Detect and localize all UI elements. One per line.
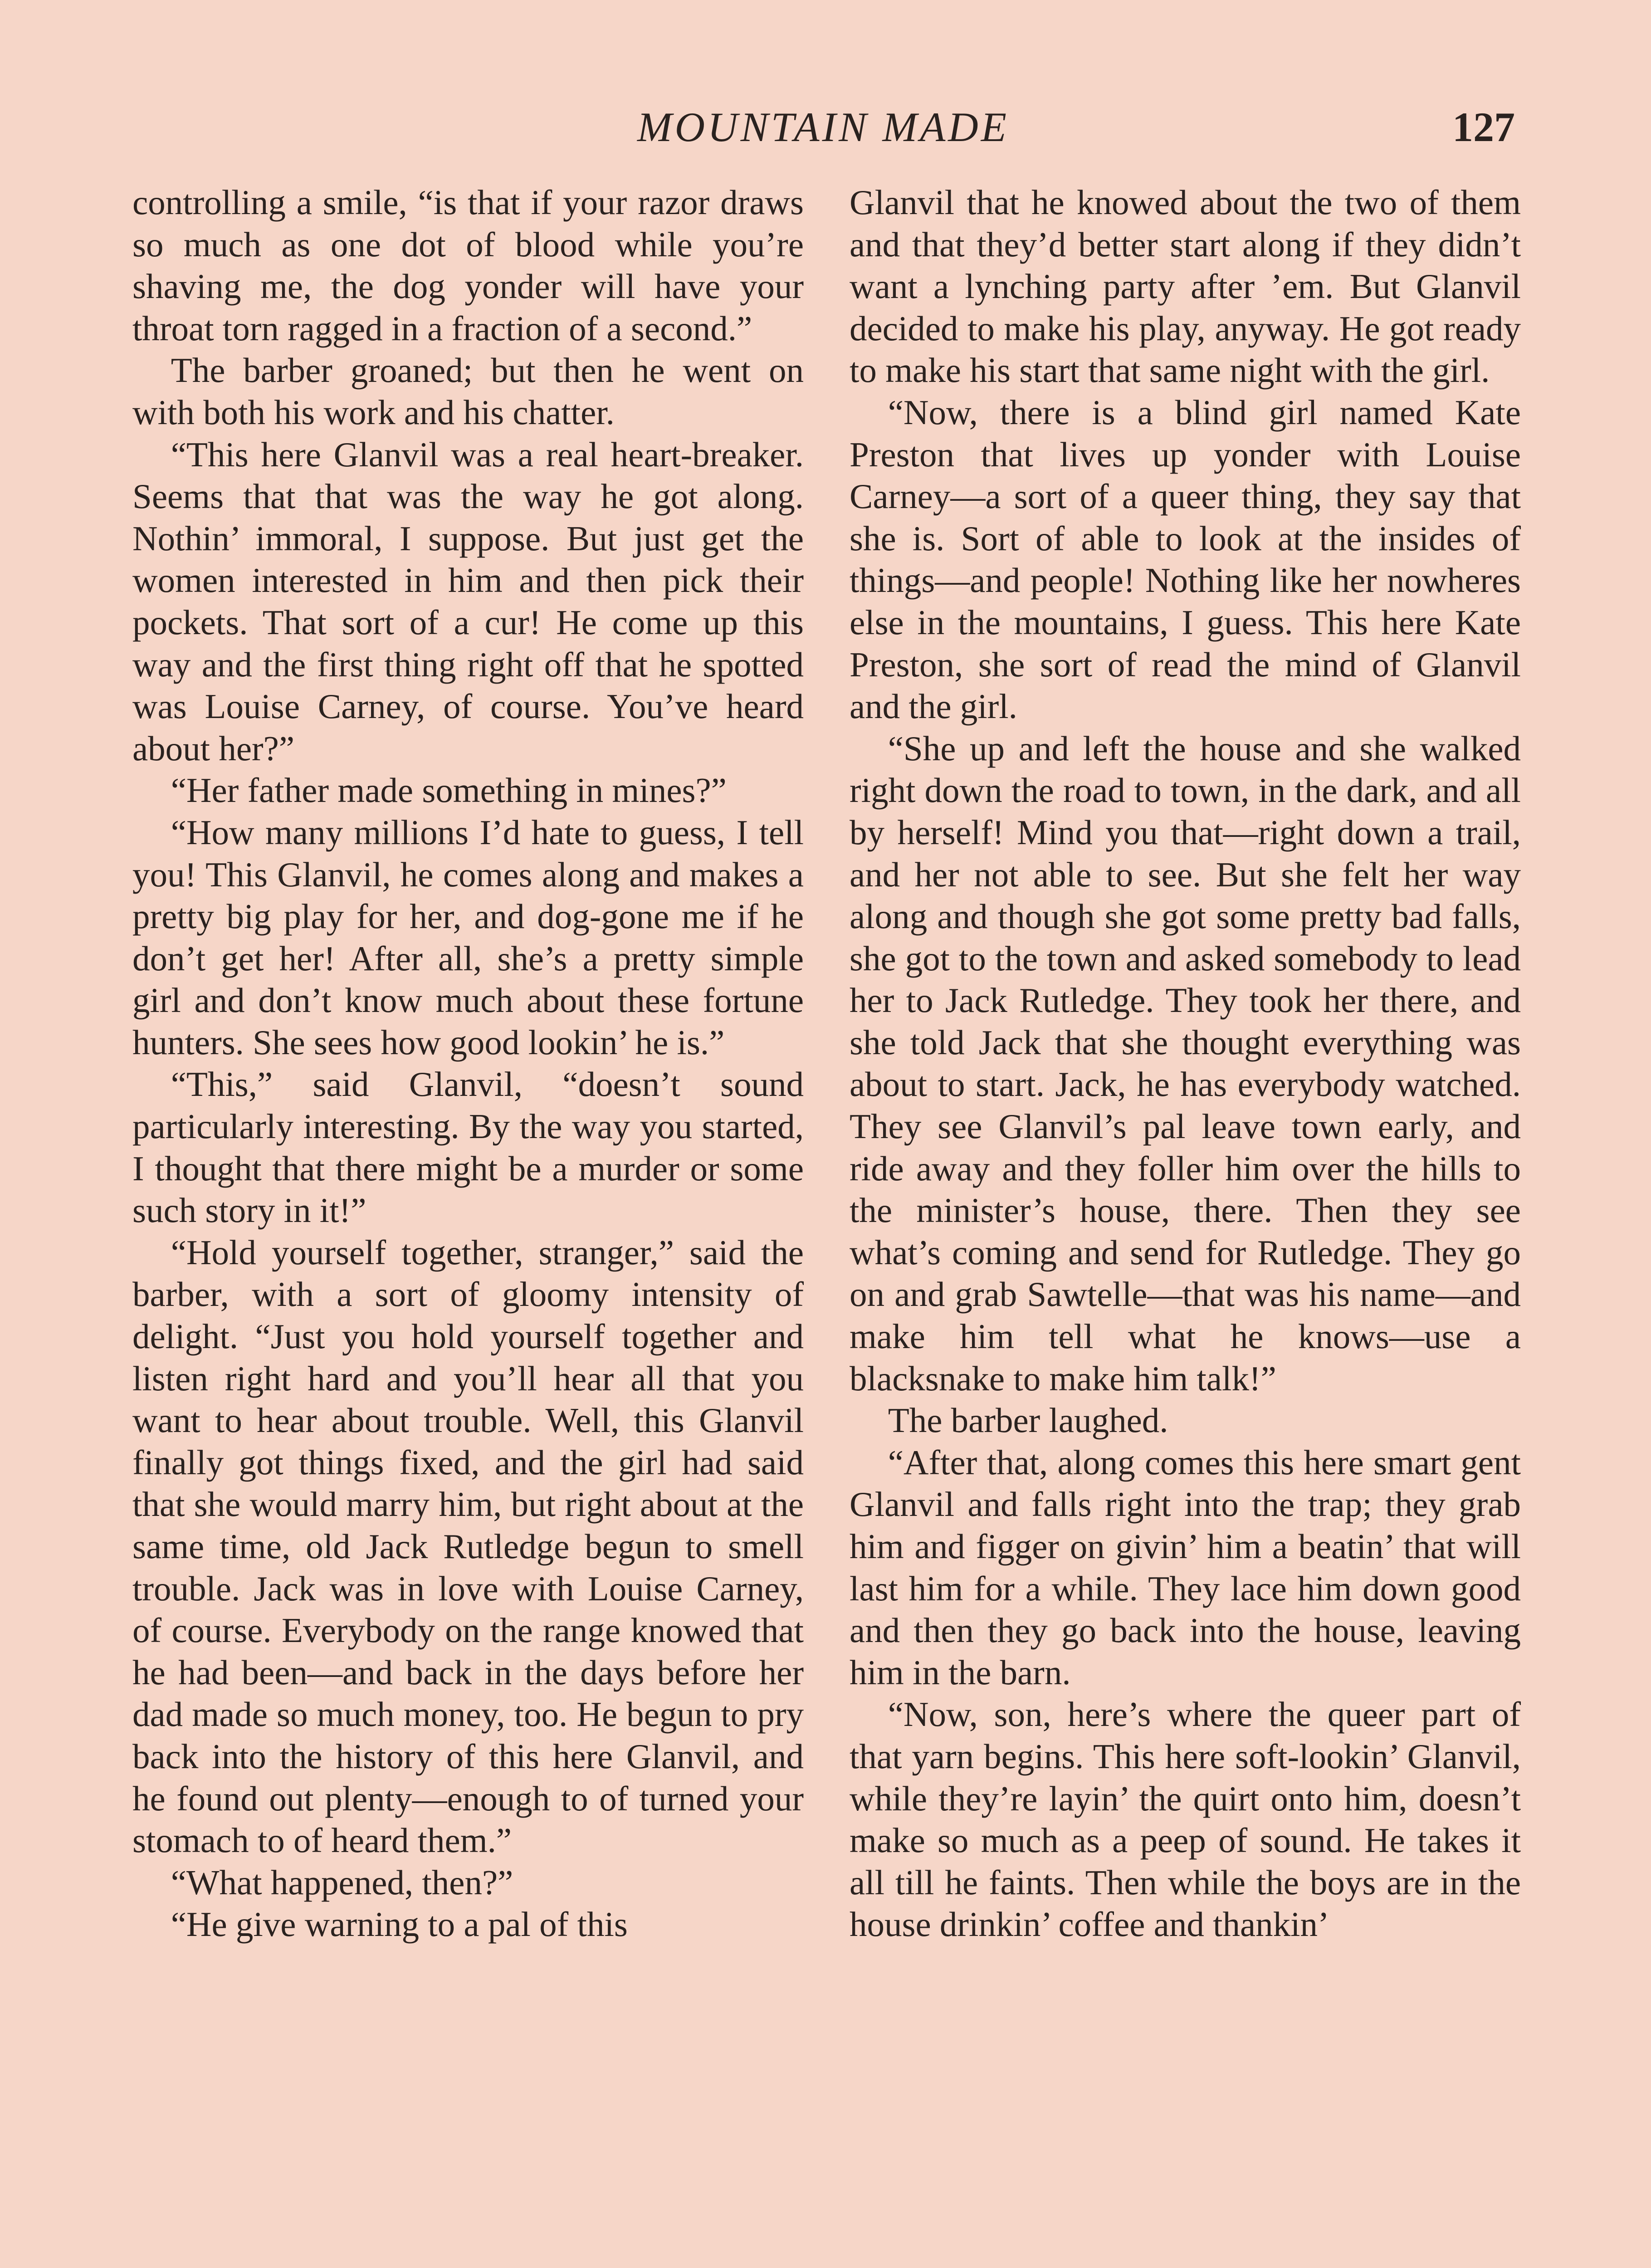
- paragraph: “She up and left the house and she walked right down the road to town, in the dark, and all by herself! Mind you that—right down a trail, and her not able to see. But she felt her way along and though she got some pretty bad falls, she got to the town and asked somebody to lead her to Jack Rutledge. They took her there, and she told Jack that she thought everything was about to start. Jack, he has everybody watched. They see Glanvil’s pal leave town early, and ride away and they foller him over the hills to the minister’s house, there. Then they see what’s coming and send for Rutledge. They go on and grab Sawtelle—that was his name—and make him tell what he knows—use a blacksnake to make him talk!”: [850, 728, 1521, 1398]
- paragraph: Glanvil that he knowed about the two of them and that they’d better start along if they didn’t want a lynching party after ’em. But Glanvil decided to make his play, anyway. He got ready to make his start that same night with the girl.: [850, 183, 1521, 390]
- paragraph: The barber groaned; but then he went on with both his work and his chatter.: [132, 351, 804, 432]
- paragraph: “What happened, then?”: [171, 1862, 513, 1902]
- paragraph: “He give warning to a pal of this: [171, 1905, 628, 1944]
- running-title: MOUNTAIN MADE: [637, 104, 1009, 150]
- paragraph: “Hold yourself together, stranger,” said the barber, with a sort of gloomy intensity of delight. “Just you hold yourself together and listen right hard and you’ll hear all that you want to hear about trouble. Well, this Glanvil finally got things fixed, and the girl had said that she would marry him, but right about at the same time, old Jack Rutledge begun to smell trouble. Jack was in love with Louise Carney, of course. Everybody on the range knowed that he had been—and back in the days before her dad made so much money, too. He begun to pry back into the history of this here Glanvil, and he found out plenty—enough to of turned your stomach to of heard them.”: [132, 1232, 804, 1860]
- paragraph: “How many millions I’d hate to guess, I tell you! This Glanvil, he comes along and makes a pretty big play for her, and dog-gone me if he don’t get her! After all, she’s a pretty simple girl and don’t know much about these fortune hunters. She sees how good lookin’ he is.”: [132, 812, 804, 1062]
- paragraph: “After that, along comes this here smart gent Glanvil and falls right into the trap; they grab him and figger on givin’ him a beatin’ that will last him for a while. They lace him down good and then they go back into the house, leaving him in the barn.: [850, 1442, 1521, 1692]
- paragraph: The barber laughed.: [888, 1401, 1168, 1440]
- paragraph: “This,” said Glanvil, “doesn’t sound particularly interesting. By the way you started, I thought that there might be a murder or some such story in it!”: [132, 1065, 804, 1230]
- paragraph: “Now, son, here’s where the queer part of that yarn begins. This here soft-lookin’ Glanvil, while they’re layin’ the quirt onto him, doesn’t make so much as a peep of sound. He takes it all till he faints. Then while the boys are in the house drinkin’ coffee and thankin’: [850, 1695, 1521, 1944]
- right-column: [850, 181, 1521, 1945]
- left-column: [132, 181, 804, 1945]
- paragraph: “This here Glanvil was a real heart-breaker. Seems that that was the way he got along. Nothin’ immoral, I suppose. But just get the women interested in him and then pick their pockets. That sort of a cur! He come up this way and the first thing right off that he spotted was Louise Carney, of course. You’ve heard about her?”: [132, 435, 804, 768]
- page-number: 127: [1452, 104, 1515, 150]
- paragraph: “Her father made something in mines?”: [171, 771, 727, 810]
- paragraph: “Now, there is a blind girl named Kate Preston that lives up yonder with Louise Carney—a sort of a queer thing, they say that she is. Sort of able to look at the insides of things—and people! Nothing like her nowheres else in the mountains, I guess. This here Kate Preston, she sort of read the mind of Glanvil and the girl.: [850, 392, 1521, 726]
- page-header: [132, 100, 1515, 154]
- paragraph: controlling a smile, “is that if your razor draws so much as one dot of blood while you’re shaving me, the dog yonder will have your throat torn ragged in a fraction of a second.”: [132, 183, 804, 348]
